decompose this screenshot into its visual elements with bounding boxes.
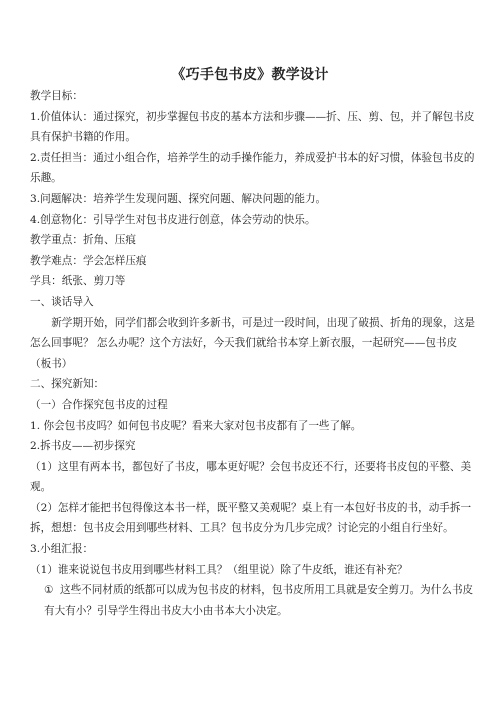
item1-paragraph: 1. 你会包书皮吗？如何包书皮呢？看来大家对包书皮都有了一些了解。 — [30, 419, 362, 432]
document-body — [30, 86, 478, 621]
goal-item-4: 4.创意物化：引导学生对包书皮进行创意，体会劳动的快乐。 — [30, 213, 316, 226]
document-title: 《巧手包书皮》教学设计 — [171, 67, 329, 83]
key-point: 教学重点：折角、压痕 — [30, 234, 136, 247]
tools: 学具：纸张、剪刀等 — [30, 275, 126, 288]
item3-paragraph-2 — [30, 580, 478, 621]
goal-item-3: 3.问题解决：培养学生发现问题、探究问题、解决问题的能力。 — [30, 192, 327, 205]
item3-paragraph-2-text: 这些不同材质的纸都可以成为包书皮的材料，包书皮所用工具就是安全剪刀。为什么书皮有大有小？引导学生得出书皮大小由书本大小决定。 — [44, 584, 474, 617]
goal-item-1: 1.价值体认：通过探究，初步掌握包书皮的基本方法和步骤——折、压、剪、包，并了解包书皮具有保护书籍的作用。 — [30, 110, 475, 144]
item2-paragraph-2: （2）怎样才能把书包得像这本书一样，既平整又美观呢？桌上有一本包好书皮的书，动手拆一拆，想想：包书皮会用到哪些材料、工具？包书皮分为几步完成？讨论完的小组自行坐好。 — [30, 501, 472, 535]
item3-heading: 3.小组汇报： — [30, 543, 94, 556]
goals-heading: 教学目标： — [30, 90, 83, 102]
section1-paragraph: 新学期开始，同学们都会收到许多新书，可是过一段时间，出现了破损、折角的现象，这是怎么回事呢？ 怎么办呢？这个方法好，今天我们就给书本穿上新衣服，一起研究——包书皮（板书） — [30, 316, 475, 370]
goal-item-2: 2.责任担当：通过小组合作，培养学生的动手操作能力，养成爱护书本的好习惯，体验包书皮的乐趣。 — [30, 151, 475, 185]
item2-heading: 2.拆书皮——初步探究 — [30, 440, 136, 453]
difficulty: 教学难点：学会怎样压痕 — [30, 254, 147, 267]
circled-number: ① — [44, 584, 54, 597]
subsection1-heading: （一）合作探究包书皮的过程 — [30, 398, 168, 411]
item2-paragraph-1: （1）这里有两本书，都包好了书皮，哪本更好呢？会包书皮还不行，还要将书皮包的平整、美观。 — [30, 460, 472, 494]
section1-heading: 一、谈话导入 — [30, 295, 94, 308]
section2-heading: 二、探究新知： — [30, 378, 105, 391]
item3-paragraph-1: （1）谁来说说包书皮用到哪些材料工具？（组里说）除了牛皮纸，谁还有补充？ — [30, 563, 408, 576]
